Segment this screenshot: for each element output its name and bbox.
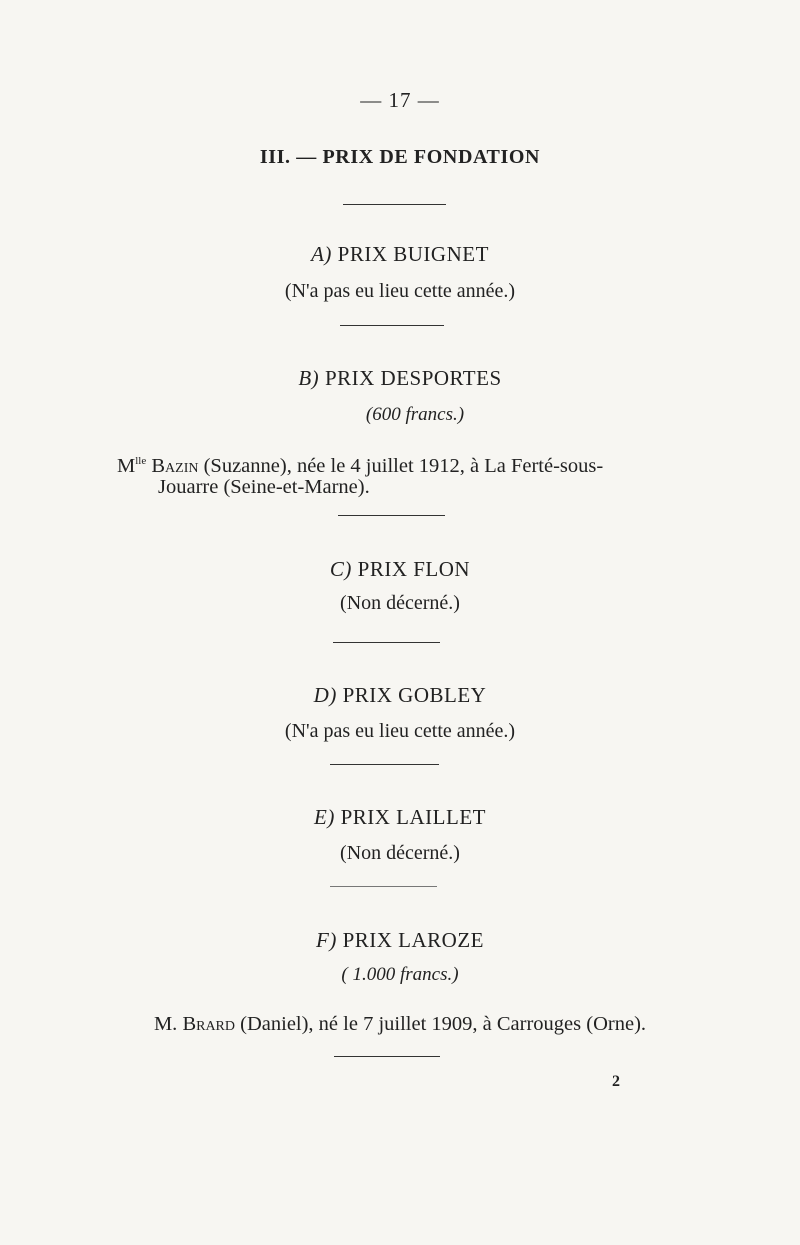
- section-heading: III. — PRIX DE FONDATION: [259, 146, 541, 168]
- prize-name: PRIX BUIGNET: [337, 242, 489, 266]
- prize-note: (Non décerné.): [340, 842, 460, 864]
- prize-title-gobley: [0, 683, 800, 708]
- prize-letter: E): [314, 805, 335, 829]
- prize-letter: C): [329, 557, 352, 581]
- prize-title-desportes: [0, 366, 800, 391]
- prize-name: PRIX LAILLET: [340, 805, 486, 829]
- prize-letter: A): [311, 242, 332, 266]
- prize-title-laillet: [0, 805, 800, 830]
- divider: [333, 642, 440, 643]
- prize-amount: (600 francs.): [365, 404, 465, 425]
- laureate-line: [0, 1011, 800, 1038]
- laureate-title-sup: lle: [135, 455, 147, 467]
- divider: [330, 764, 439, 765]
- prize-title-laroze: [0, 928, 800, 953]
- prize-name: PRIX DESPORTES: [324, 366, 502, 390]
- prize-name: PRIX FLON: [357, 557, 471, 581]
- prize-name: PRIX GOBLEY: [342, 683, 487, 707]
- laureate-surname: Bazin: [151, 455, 199, 477]
- prize-title-buignet: [0, 242, 800, 267]
- prize-note: (N'a pas eu lieu cette année.): [284, 720, 516, 742]
- laureate-surname: Brard: [182, 1013, 236, 1035]
- divider: [334, 1056, 440, 1057]
- prize-amount: ( 1.000 francs.): [341, 964, 459, 985]
- laureate-line-continued: Jouarre (Seine-et-Marne).: [158, 476, 370, 498]
- prize-title-flon: [0, 557, 800, 582]
- prize-note: (Non décerné.): [340, 592, 460, 614]
- laureate-title: M: [117, 455, 136, 477]
- prize-note: (N'a pas eu lieu cette année.): [284, 280, 516, 302]
- page-number: — 17 —: [360, 88, 440, 112]
- laureate-details: (Daniel), né le 7 juillet 1909, à Carrouges (Orne).: [240, 1013, 647, 1035]
- prize-letter: D): [313, 683, 337, 707]
- signature-mark: 2: [612, 1073, 620, 1090]
- prize-letter: B): [298, 366, 320, 390]
- divider: [340, 325, 444, 326]
- divider: [330, 886, 437, 887]
- laureate-details: (Suzanne), née le 4 juillet 1912, à La Ferté-sous-: [203, 455, 604, 477]
- laureate-title: M.: [153, 1013, 178, 1035]
- divider: [343, 204, 446, 205]
- divider: [338, 515, 445, 516]
- prize-letter: F): [316, 928, 337, 952]
- prize-name: PRIX LAROZE: [342, 928, 484, 952]
